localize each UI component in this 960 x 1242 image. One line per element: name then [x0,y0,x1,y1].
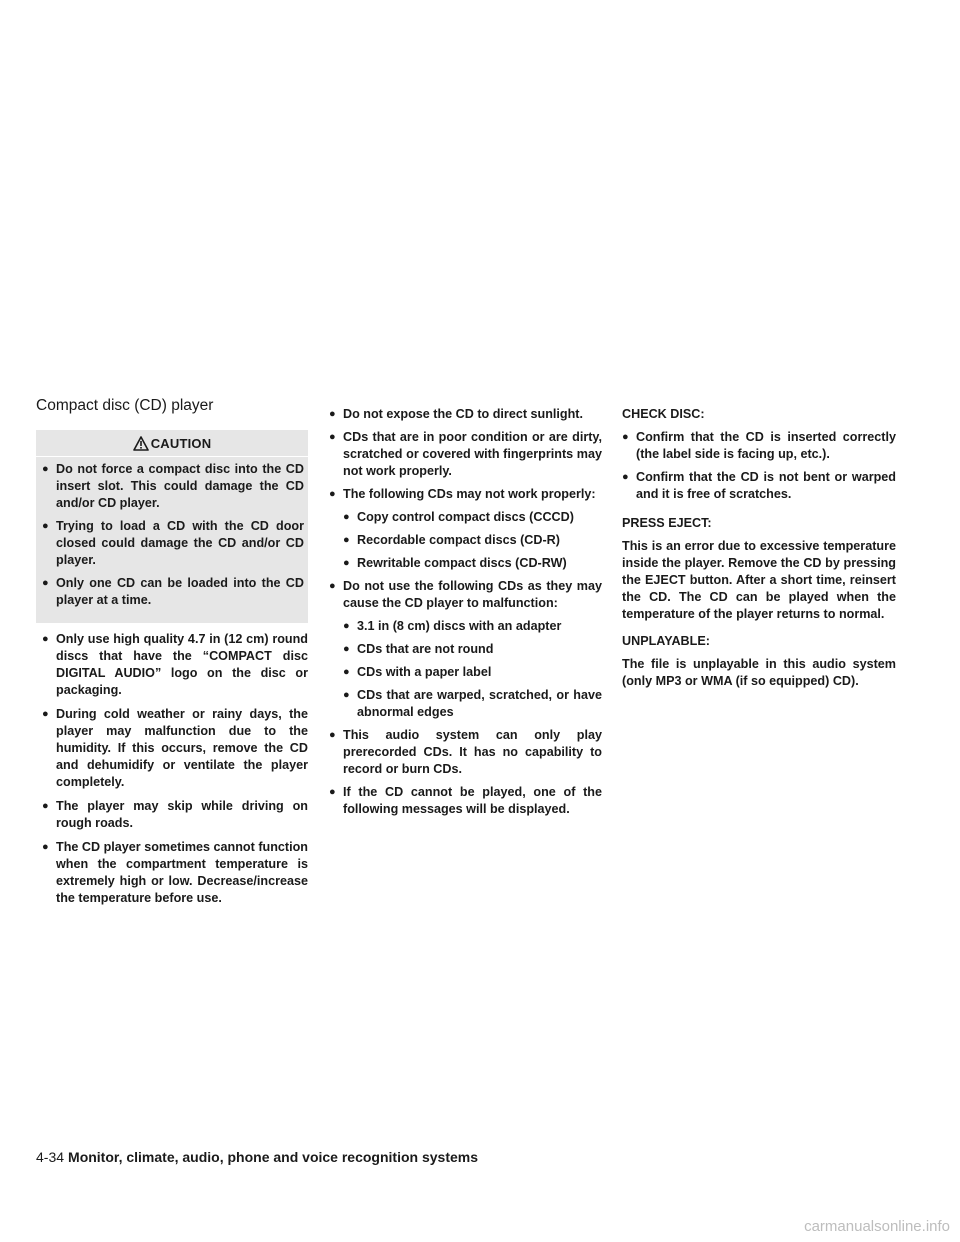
list-item: ● During cold weather or rainy days, the player may malfunction due to the humidity. If this occurs, remove the CD and dehumidify or ventilate the player completely. [42,707,308,789]
caution-header [36,430,308,457]
bullet-icon: ● [329,786,336,798]
list-item: ● Do not expose the CD to direct sunlight. [329,407,583,421]
bullet-icon: ● [42,841,49,853]
bullet-icon: ● [343,511,350,523]
bullet-icon: ● [622,471,629,483]
column-2 [329,406,602,824]
unplayable-heading: UNPLAYABLE: [622,634,710,648]
press-eject-text: This is an error due to excessive temperature inside the player. Remove the CD by pressing the EJECT button. After a short time, reinsert the CD. The CD can be played when the temperature of the player returns to normal. [622,539,896,621]
bullet-icon: ● [329,431,336,443]
footer-title: Monitor, climate, audio, phone and voice recognition systems [68,1149,478,1165]
bullet-icon: ● [343,620,350,632]
sub-list-item: ● 3.1 in (8 cm) discs with an adapter [343,619,562,633]
sub-list-item: ● Recordable compact discs (CD-R) [343,533,560,547]
list-item: ● If the CD cannot be played, one of the following messages will be displayed. [329,785,602,816]
bullet-icon: ● [42,520,49,532]
list-item: ● Only use high quality 4.7 in (12 cm) round discs that have the “COMPACT disc DIGITAL AUDIO” logo on the disc or packaging. [42,632,308,697]
sub-list-item: ● Rewritable compact discs (CD-RW) [343,556,567,570]
bullet-icon: ● [343,557,350,569]
list-item: ● Do not use the following CDs as they may cause the CD player to malfunction: [329,579,602,610]
column-1 [36,396,308,914]
list-item: ● The following CDs may not work properly: [329,487,596,501]
list-item: ● CDs that are in poor condition or are dirty, scratched or covered with fingerprints may not work properly. [329,430,602,478]
list-item: ● This audio system can only play prerecorded CDs. It has no capability to record or burn CDs. [329,728,602,776]
unplayable-text: The file is unplayable in this audio system (only MP3 or WMA (if so equipped) CD). [622,657,896,688]
bullet-icon: ● [42,463,49,475]
list-item: ● The player may skip while driving on rough roads. [42,799,308,830]
bullet-icon: ● [343,534,350,546]
bullet-icon: ● [42,800,49,812]
caution-box [36,430,308,623]
bullet-icon: ● [329,729,336,741]
bullet-icon: ● [343,643,350,655]
sub-list-item: ● CDs with a paper label [343,665,492,679]
check-disc-heading: CHECK DISC: [622,407,705,421]
bullet-icon: ● [42,577,49,589]
caution-label: CAUTION [150,435,212,451]
caution-item: ● Only one CD can be loaded into the CD player at a time. [42,576,304,607]
column-1-list [36,631,308,907]
bullet-icon: ● [343,689,350,701]
bullet-icon: ● [622,431,629,443]
section-title: Compact disc (CD) player [36,397,214,414]
watermark-text: carmanualsonline.info [804,1218,950,1235]
bullet-icon: ● [42,708,49,720]
sub-list-item: ● CDs that are warped, scratched, or have abnormal edges [343,688,602,719]
page-number: 4-34 [36,1149,65,1165]
bullet-icon: ● [329,580,336,592]
column-3 [622,406,896,700]
bullet-icon: ● [42,633,49,645]
caution-list [36,457,308,609]
press-eject-heading: PRESS EJECT: [622,516,712,530]
list-item: ● Confirm that the CD is inserted correctly (the label side is facing up, etc.). [622,430,896,461]
list-item: ● The CD player sometimes cannot function when the compartment temperature is extremely high or low. Decrease/increase the temperature before use. [42,840,308,905]
bullet-icon: ● [343,666,350,678]
page-footer [36,1148,478,1166]
bullet-icon: ● [329,488,336,500]
bullet-icon: ● [329,408,336,420]
caution-item: ● Do not force a compact disc into the CD insert slot. This could damage the CD and/or CD player. [42,462,304,510]
warning-icon [133,436,149,451]
sub-list-item: ● CDs that are not round [343,642,494,656]
caution-item: ● Trying to load a CD with the CD door closed could damage the CD and/or CD player. [42,519,304,567]
sub-list-item: ● Copy control compact discs (CCCD) [343,510,574,524]
list-item: ● Confirm that the CD is not bent or warped and it is free of scratches. [622,470,896,501]
